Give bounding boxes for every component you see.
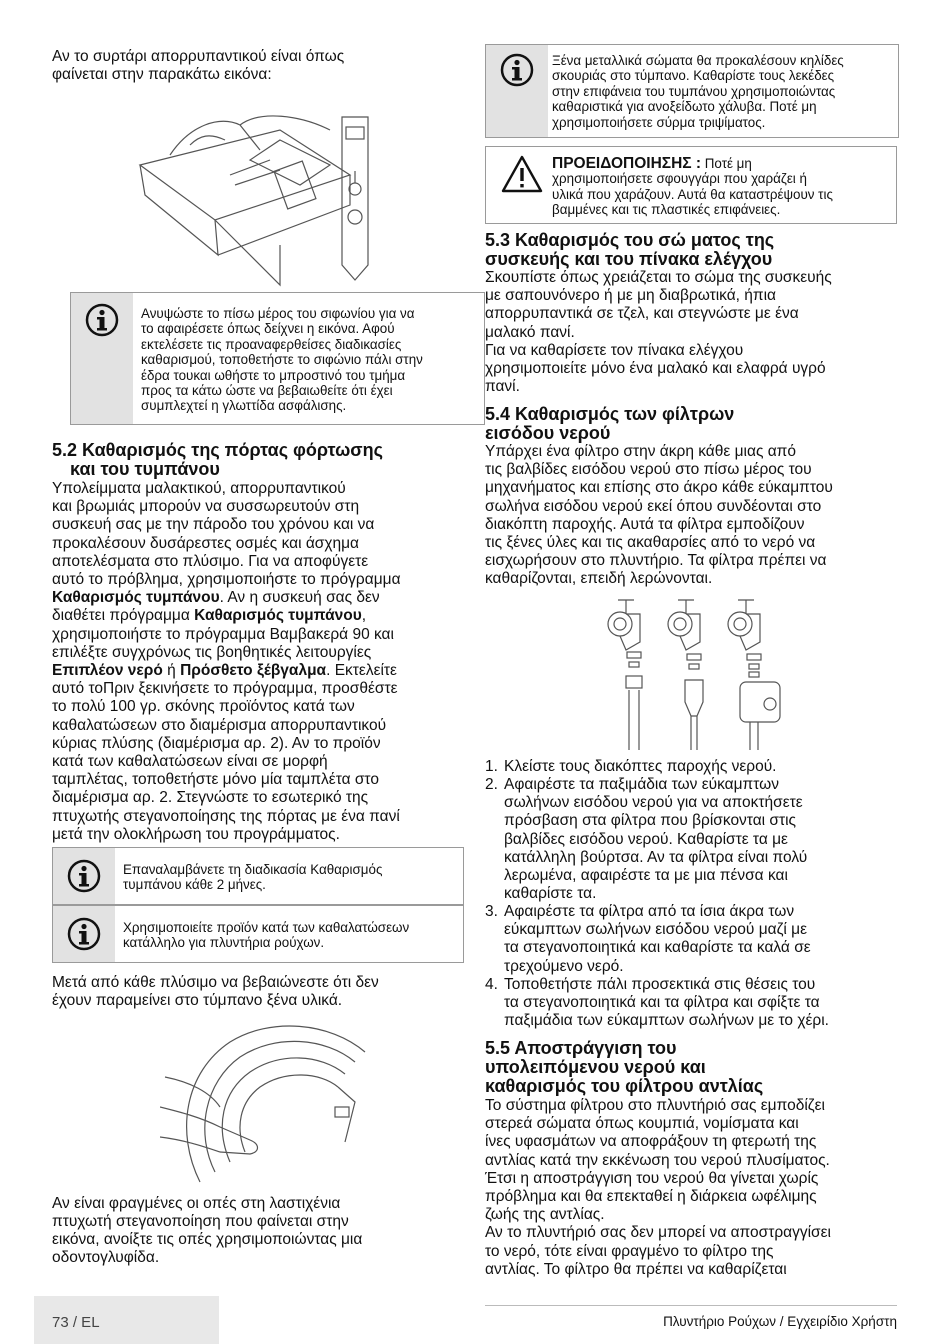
warning-triangle-icon [501,155,543,193]
body-line: επιλέξτε συγχρόνως τις βοηθητικές λειτουργίες [52,643,372,661]
body-line: στερεά σώματα όπως κουμπιά, νομίσματα και [485,1115,799,1133]
body-line: ζωής της αντλίας. [485,1206,605,1224]
body-line: ταμπλέτας, τοποθετήστε μόνο μία ταμπλέτα στο [52,771,379,789]
bold-term: Πρόσθετο ξέβγαλμα [180,662,327,679]
info-box-metal-text [552,53,844,130]
info-icon [85,303,119,337]
body-line: απορρυπαντικά σε τζελ, και στεγνώστε με ένα [485,305,799,323]
body-line: πανί. [485,378,520,396]
body-line: Σκουπίστε όπως χρειάζεται το σώμα της συσκευής [485,269,832,286]
warning-line: Ποτέ μη [704,156,752,171]
warning-box [485,146,897,224]
body-line-bold-mix [52,662,397,680]
info-line: τυμπάνου κάθε 2 μήνες. [123,877,266,893]
step-line: παξιμάδια των εύκαμπτων σωλήνων με το χέρι. [504,1012,829,1030]
body-line: τις ξένες ύλες και τις ακαθαρσίες από το νερό να [485,534,816,551]
info-icon-bg [53,906,115,962]
body-line: καθαρίζονται, επειδή λερώνονται. [485,570,713,588]
step-line: λερωμένα, αφαιρέστε τα με μια πένσα και [504,867,788,884]
info-box-descaler [52,905,464,963]
body-line: πτυχωτής στεγανοποίησης της πόρτας με ένα πανί [52,807,400,825]
info-line: το αφαιρέσετε όπως δείχνει η εικόνα. Αφού [141,321,395,337]
info-box-siphon [70,292,485,425]
page-number: 73 / EL [52,1314,100,1331]
step-line: Τοποθετήστε πάλι προσεκτικά στις θέσεις του [504,976,816,993]
footer-divider [485,1305,897,1306]
info-line: έδρα τουκαι ωθήστε το μπροστινό του τμήμα [141,367,406,383]
body-line: αυτό το πρόβλημα, χρησιμοποιήστε το πρόγραμμα [52,571,401,588]
warning-text [552,156,833,218]
info-line: Ανυψώστε το πίσω μέρος του σιφωνίου για να [141,306,415,321]
info-icon [67,859,101,893]
body-line: ίνες υφασμάτων να αποφράξουν τη φτερωτή της [485,1133,817,1151]
step-line: Κλείστε τους διακόπτες παροχής νερού. [504,758,777,775]
info-icon-bg [71,293,133,424]
step-line: σωλήνων εισόδου νερού για να αποκτήσετε [504,794,803,812]
info-line: Επαναλαμβάνετε τη διαδικασία Καθαρισμός [123,862,383,877]
holes-line-3: εικόνα, ανοίξτε τις οπές χρησιμοποιώντας μια [52,1231,363,1248]
warning-line: χρησιμοποιήσετε σφουγγάρι που χαράζει ή [552,171,807,187]
info-line: χρησιμοποιήσετε σύρμα τριψίματος. [552,114,766,130]
info-line: Χρησιμοποιείτε προϊόν κατά των καθαλατώσεων [123,920,410,935]
body-line: μηχανήματος και επίσης στο άκρο κάθε εύκαμπτου [485,479,833,497]
info-box-repeat-text [123,862,382,893]
section-52-title-2: και του τυμπάνου [70,459,220,479]
info-line: συμπλεχτεί η γλωττίδα ασφάλισης. [141,398,347,414]
info-icon-bg [53,848,115,904]
info-line: καθαριστικά για ανοξείδωτο χάλυβα. Ποτέ μη [552,99,817,115]
body-line: μαλακό πανί. [485,323,575,341]
holes-line-4: οδοντογλυφίδα. [52,1249,160,1266]
section-53-title-1: 5.3 Καθαρισμός του σώ ματος της [485,230,775,250]
section-53-title-2: συσκευής και του πίνακα ελέγχου [485,249,773,269]
step-line: πρόσβαση στα φίλτρα που βρίσκονται στις [504,812,797,830]
body-line: πρόβλημα και θα επεκταθεί η διάρκεια ωφέλιμης [485,1188,817,1205]
body-line: αντλίας κατά την εκκένωση του νερού πλυσίματος. [485,1151,830,1169]
info-line: καθαρισμού, τοποθετήστε το σιφώνιο πάλι στην [141,352,423,368]
body-text: . Αν η συσκευή σας δεν [219,589,380,607]
info-icon-bg [486,45,548,137]
body-line: κατά των καθαλατώσεων είναι σε μορφή [52,753,328,770]
info-line: κατάλληλο για πλυντήρια ρούχων. [123,935,325,951]
info-line: στην επιφάνεια του τυμπάνου χρησιμοποιώντας [552,83,836,99]
body-line: μετά την ολοκλήρωση του προγράμματος. [52,825,340,843]
bold-term: Καθαρισμός τυμπάνου [52,589,220,607]
body-line: με σαπουνόνερο ή με μη διαβρωτικά, ήπια [485,287,777,305]
body-line-bold-mix [52,589,380,607]
door-gasket-illustration [160,1012,385,1187]
footer [0,1296,950,1344]
info-line: εκτελέσετε τις προαναφερθείσες διαδικασίες [141,336,402,352]
section-55-title-2: υπολειπόμενου νερού και [485,1057,706,1077]
after-wash-line-1: Μετά από κάθε πλύσιμο να βεβαιώνεστε ότι δεν [52,974,379,991]
warning-line: υλικά που χαράζουν. Αυτά θα καταστρέψουν τις [552,186,833,202]
step-line: βαλβίδες εισόδου νερού. Καθαρίστε τα με [504,830,788,848]
section-54-title-1: 5.4 Καθαρισμός των φίλτρων [485,404,735,424]
body-line: Υπολείμματα μαλακτικού, απορρυπαντικού [52,480,346,497]
info-line: Ξένα μεταλλικά σώματα θα προκαλέσουν κηλίδες [552,53,844,68]
section-55-title-1: 5.5 Αποστράγγιση του [485,1038,677,1058]
body-line: αντλίας. Το φίλτρο θα πρέπει να καθαρίζεται [485,1260,787,1278]
step-number: 1. [485,758,498,775]
body-line: αποτελέσματα στο πλύσιμο. Για να αποφύγετε [52,552,369,570]
info-icon [500,53,534,87]
body-text: διαθέτει πρόγραμμα [52,607,195,625]
section-52-title-1: 5.2 Καθαρισμός της πόρτας φόρτωσης [52,440,383,460]
body-line-bold-mix [52,607,366,625]
body-line: Για να καθαρίσετε τον πίνακα ελέγχου [485,341,744,359]
holes-line-1: Αν είναι φραγμένες οι οπές στη λαστιχένια [52,1195,341,1212]
step-line: εύκαμπτων σωλήνων εισόδου νερού μαζί με [504,921,808,939]
body-line: προκαλέσουν δυσάρεστες οσμές και άσχημα [52,534,360,552]
step-line: Αφαιρέστε τα παξιμάδια των εύκαμπτων [504,776,779,793]
body-line: Αν το πλυντήριό σας δεν μπορεί να αποστραγγίσει [485,1224,831,1242]
intro-line-2: φαίνεται στην παρακάτω εικόνα: [52,66,272,83]
water-inlet-filters-illustration [590,592,800,752]
body-line: αυτό τοΠριν ξεκινήσετε το πρόγραμμα, προσθέστε [52,680,398,698]
warning-first-line [552,156,833,171]
body-line: κύριας πλύσης (διαμέρισμα αρ. 2). Αν το προϊόν [52,734,381,752]
body-line: συσκευή σας με την πάροδο του χρόνου και να [52,516,375,534]
info-box-metal-objects [485,44,899,138]
body-line: χρησιμοποιείτε μόνο ένα μαλακό και ελαφρά υγρό [485,360,826,377]
body-line: το νερό, τότε είναι φραγμένο το φίλτρο της [485,1242,774,1260]
body-line: διακόπτη παροχής. Αυτά τα φίλτρα εμποδίζουν [485,515,805,533]
warning-line: βαμμένες και τις πλαστικές επιφάνειες. [552,202,781,218]
intro-line-1: Αν το συρτάρι απορρυπαντικού είναι όπως [52,48,345,65]
detergent-drawer-illustration [130,105,420,290]
body-text: , [361,607,367,625]
step-line: κατάλληλη βούρτσα. Αν τα φίλτρα είναι πολύ [504,848,808,866]
body-line: Υπάρχει ένα φίλτρο στην άκρη κάθε μιας από [485,443,796,460]
bold-term: Επιπλέον νερό [52,662,163,679]
info-icon [67,917,101,951]
body-text: ή [162,662,181,679]
body-line: εισχωρήσουν στο πλυντήριο. Τα φίλτρα πρέπει να [485,552,827,570]
document-title: Πλυντήριο Ρούχων / Εγχειρίδιο Χρήστη [663,1314,897,1329]
holes-line-2: πτυχωτή στεγανοποίηση που φαίνεται στην [52,1213,349,1230]
step-line: Αφαιρέστε τα φίλτρα από τα ίσια άκρα των [504,903,795,920]
after-wash-line-2: έχουν παραμείνει στο τύμπανο ξένα υλικά. [52,992,343,1009]
step-line: τα στεγανοποιητικά και τα φίλτρα και σφίξτε τα [504,994,820,1012]
info-box-repeat [52,847,464,905]
step-number: 3. [485,903,498,920]
body-line: καθαλατώσεων στο διαμέρισμα απορρυπαντικού [52,716,387,734]
info-line: σκουριάς στο τύμπανο. Καθαρίστε τους λεκέδες [552,68,835,84]
body-line: σωλήνα εισόδου νερού εκεί όπου συνδέονται στο [485,497,822,515]
step-number: 2. [485,776,498,793]
body-line: και βρωμιάς μπορούν να συσσωρευτούν στη [52,498,360,516]
step-line: τα στεγανοποιητικά και καθαρίστε τα καλά σε [504,939,811,957]
info-box-descaler-text [123,920,409,951]
bold-term: Καθαρισμός τυμπάνου [194,607,362,625]
body-line: χρησιμοποιήστε το πρόγραμμα Βαμβακερά 90 και [52,625,394,643]
body-text: . Εκτελείτε [326,662,397,679]
body-line: το πολύ 100 γρ. σκόνης προϊόντος κατά των [52,698,355,716]
info-box-siphon-text [141,306,423,414]
body-line: τις βαλβίδες εισόδου νερού στο πίσω μέρος του [485,461,812,479]
section-55-title-3: καθαρισμός του φίλτρου αντλίας [485,1076,764,1096]
body-line: Έτσι η αποστράγγιση του νερού θα γίνεται χωρίς [485,1169,819,1187]
body-line: διαμέρισμα αρ. 2. Στεγνώστε το εσωτερικό της [52,789,369,807]
step-line: καθαρίστε τα. [504,885,597,903]
section-54-title-2: εισόδου νερού [485,423,611,443]
info-line: προς τα κάτω ώστε να βεβαιωθείτε ότι έχει [141,383,393,399]
body-line: Το σύστημα φίλτρου στο πλυντήριό σας εμποδίζει [485,1097,825,1114]
step-number: 4. [485,976,498,993]
warning-label: ΠΡΟΕΙΔΟΠΟΙΗΣΗΣ : [552,155,702,172]
step-line: τρεχούμενο νερό. [504,957,624,975]
